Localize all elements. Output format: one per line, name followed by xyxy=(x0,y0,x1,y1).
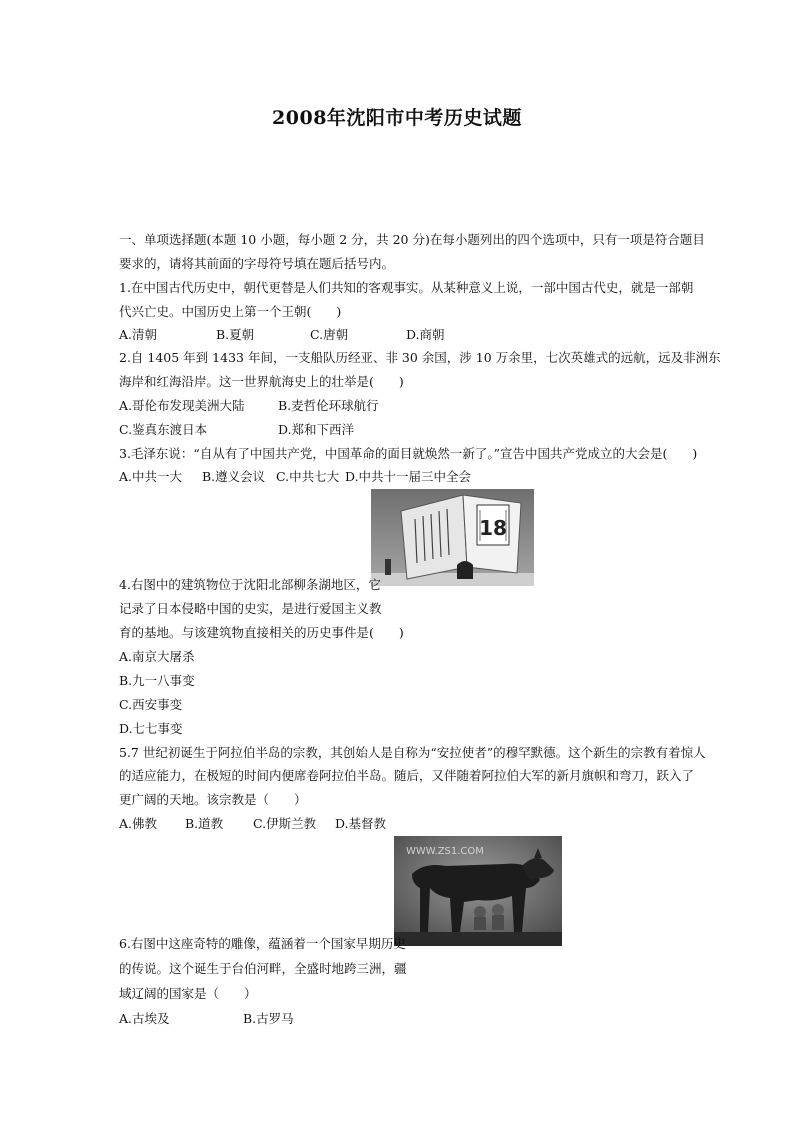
q2-stem-line-2: 海岸和红海沿岸。这一世界航海史上的壮举是( ) xyxy=(119,374,404,389)
q6-option-a: A.古埃及 xyxy=(119,1011,170,1026)
q6-options xyxy=(119,1011,294,1027)
q5-option-b: B.道教 xyxy=(185,816,224,831)
q4-option-a: A.南京大屠杀 xyxy=(119,649,195,664)
q5-options xyxy=(119,816,386,832)
q5-stem-line-1: 5.7 世纪初诞生于阿拉伯半岛的宗教，其创始人是自称为“安拉使者”的穆罕默德。这个新生的宗教有着惊人 xyxy=(119,745,706,760)
q4-stem-line-3: 育的基地。与该建筑物直接相关的历史事件是( ) xyxy=(119,625,404,640)
q6-stem-line-2: 的传说。这个诞生于台伯河畔，全盛时地跨三洲，疆 xyxy=(119,961,407,976)
q2-option-d: D.郑和下西洋 xyxy=(278,422,355,437)
q3-stem-line-1: 3.毛泽东说：“自从有了中国共产党，中国革命的面目就焕然一新了。”宣告中国共产党成立的大会是( ) xyxy=(119,446,698,461)
q3-option-d: D.中共十一届三中全会 xyxy=(345,469,472,484)
page-title: 2008年沈阳市中考历史试题 xyxy=(272,107,522,129)
q4-stem-line-2: 记录了日本侵略中国的史实，是进行爱国主义教 xyxy=(119,601,382,616)
q2-options-row-1 xyxy=(119,398,379,414)
q4-option-c: C.西安事变 xyxy=(119,697,183,712)
q1-stem-line-1: 1.在中国古代历史中，朝代更替是人们共知的客观事实。从某种意义上说，一部中国古代史，就是一部朝 xyxy=(119,280,694,295)
q4-stem-line-1: 4.右图中的建筑物位于沈阳北部柳条湖地区，它 xyxy=(119,577,381,592)
q5-option-c: C.伊斯兰教 xyxy=(253,816,317,831)
q5-stem-line-3: 更广阔的天地。该宗教是（ ） xyxy=(119,792,307,807)
q1-option-d: D.商朝 xyxy=(406,327,445,342)
q4-calendar-date: 18 xyxy=(479,516,507,540)
section-instructions-line-1: 一、单项选择题(本题 10 小题，每小题 2 分，共 20 分)在每小题列出的四个选项中，只有一项是符合题目 xyxy=(119,232,705,247)
q6-she-wolf-statue-photo xyxy=(394,836,562,946)
q2-option-b: B.麦哲伦环球航行 xyxy=(278,398,379,413)
q5-stem-line-2: 的适应能力，在极短的时间内便席卷阿拉伯半岛。随后，又伴随着阿拉伯大军的新月旗帜和弯刀，跃入了 xyxy=(119,768,695,783)
q2-option-a: A.哥伦布发现美洲大陆 xyxy=(119,398,245,413)
q6-stem-line-1: 6.右图中这座奇特的雕像，蕴涵着一个国家早期历史 xyxy=(119,936,406,951)
q1-option-c: C.唐朝 xyxy=(310,327,349,342)
q3-option-a: A.中共一大 xyxy=(119,469,183,484)
q2-options-row-2 xyxy=(119,422,354,438)
q6-watermark-text: WWW.ZS1.COM xyxy=(406,846,484,857)
q2-option-c: C.鉴真东渡日本 xyxy=(119,422,208,437)
q5-option-d: D.基督教 xyxy=(335,816,387,831)
q5-option-a: A.佛教 xyxy=(119,816,158,831)
q6-option-b: B.古罗马 xyxy=(243,1011,294,1026)
q4-option-b: B.九一八事变 xyxy=(119,673,195,688)
q1-option-b: B.夏朝 xyxy=(216,327,255,342)
q2-stem-line-1: 2.自 1405 年到 1433 年间，一支船队历经亚、非 30 余国，涉 10 万余里，七次英雄式的远航，远及非洲东 xyxy=(119,350,721,365)
q3-option-c: C.中共七大 xyxy=(276,469,340,484)
section-instructions-line-2: 要求的，请将其前面的字母符号填在题后括号内。 xyxy=(119,256,395,271)
q3-option-b: B.遵义会议 xyxy=(202,469,266,484)
q4-monument-photo xyxy=(371,489,534,586)
q1-stem-line-2: 代兴亡史。中国历史上第一个王朝( ) xyxy=(119,304,342,319)
q1-option-a: A.清朝 xyxy=(119,327,158,342)
q3-options xyxy=(119,469,471,485)
q1-options xyxy=(119,327,445,343)
q4-option-d: D.七七事变 xyxy=(119,721,183,736)
q6-stem-line-3: 域辽阔的国家是（ ） xyxy=(119,986,257,1001)
